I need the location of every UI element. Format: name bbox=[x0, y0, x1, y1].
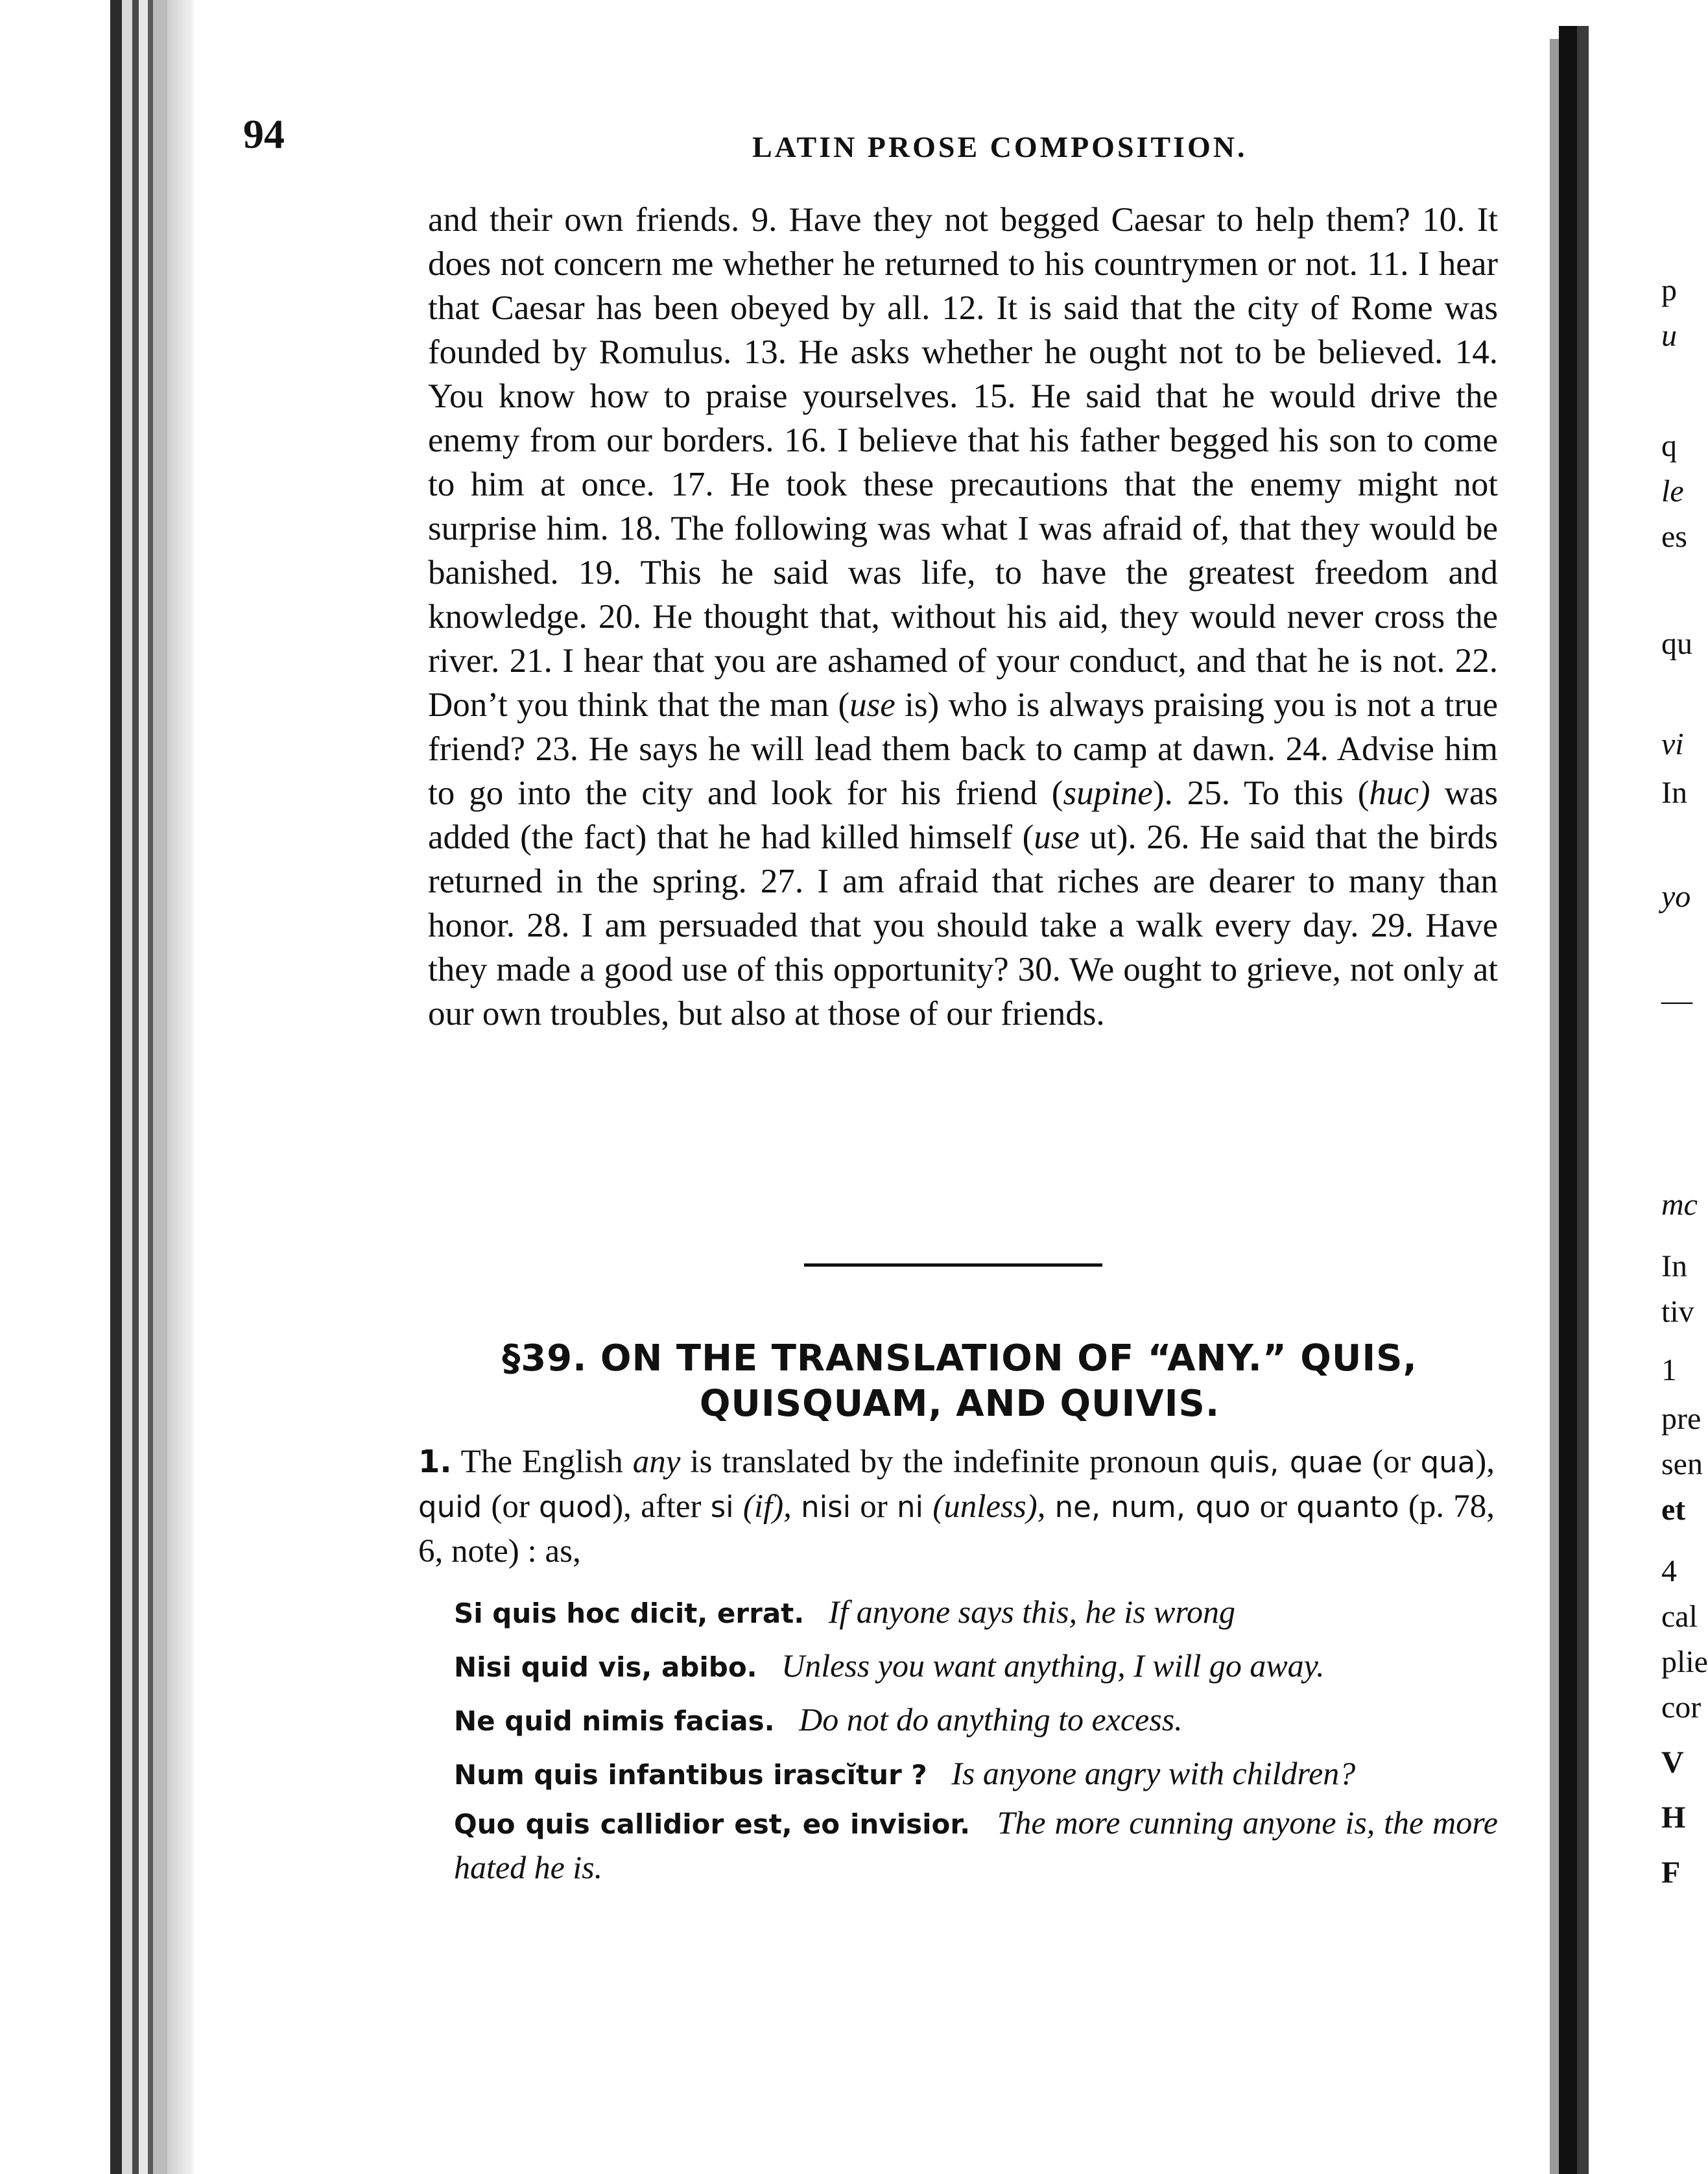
rule-text: ), bbox=[1475, 1444, 1495, 1480]
gutter-binding bbox=[1559, 26, 1577, 2174]
page-edge-dark bbox=[110, 0, 122, 2174]
rule-latin: nisi bbox=[801, 1490, 851, 1524]
facing-page-fragment: 4 bbox=[1661, 1554, 1677, 1588]
facing-page-fragment: pre bbox=[1661, 1402, 1702, 1436]
example-latin: Ne quid nimis facias. bbox=[454, 1705, 775, 1737]
facing-page-fragment: In bbox=[1661, 1249, 1687, 1284]
rule-italic: (if), bbox=[733, 1488, 801, 1525]
rule-text: ), after bbox=[612, 1488, 711, 1525]
example-line bbox=[415, 1693, 1498, 1747]
rule-text: or bbox=[851, 1488, 897, 1525]
facing-page-fragment: sen bbox=[1661, 1447, 1703, 1481]
rule-latin: si bbox=[710, 1490, 734, 1524]
facing-page-fragment: tiv bbox=[1661, 1295, 1694, 1329]
facing-page-fragment: yo bbox=[1661, 879, 1691, 914]
example-english: Is anyone angry with children? bbox=[951, 1755, 1356, 1791]
facing-page-fragment: es bbox=[1661, 520, 1687, 554]
exercise-text: ut). 26. He said that the birds returned in the spring. 27. I am afraid that riches are dearer to many than honor. 28. I am persuaded that you should take a walk every day. 29. Have they made a good use of this opportunity? 30. We ought to grieve, not only at our own troubles, but also at those of our friends. bbox=[428, 818, 1498, 1033]
exercise-text: is) who is always praising you is not a true friend? 23. He says he will lead them back to camp at dawn. 24. Advise him to go into the city and look for his friend ( bbox=[428, 686, 1499, 812]
rule-number: 1. bbox=[418, 1444, 452, 1480]
exercise-italic: use bbox=[1034, 818, 1080, 856]
facing-page-fragment: u bbox=[1661, 318, 1677, 353]
facing-page-fragment: vi bbox=[1661, 727, 1684, 761]
example-line bbox=[415, 1801, 1498, 1889]
example-english: Do not do anything to excess. bbox=[799, 1701, 1183, 1738]
rule-latin: quis, quae bbox=[1209, 1445, 1363, 1479]
facing-page-fragment: le bbox=[1661, 474, 1684, 508]
facing-page-fragment: cor bbox=[1661, 1690, 1702, 1725]
gutter-shadow bbox=[1550, 39, 1559, 2174]
example-latin: Nisi quid vis, abibo. bbox=[454, 1651, 757, 1683]
rule-text: (or bbox=[1362, 1444, 1421, 1480]
examples-list bbox=[415, 1586, 1498, 1889]
facing-page-fragment: et bbox=[1661, 1492, 1686, 1527]
facing-page-fragment: plie bbox=[1661, 1645, 1708, 1679]
rule-latin: ne, num, quo bbox=[1054, 1490, 1251, 1524]
facing-page-fragment: q bbox=[1661, 429, 1677, 463]
example-english: Unless you want anything, I will go away. bbox=[781, 1647, 1325, 1684]
facing-page-fragment: qu bbox=[1661, 627, 1692, 661]
rule-text: is translated by the indefinite pronoun bbox=[680, 1444, 1209, 1480]
facing-page-fragment: V bbox=[1661, 1745, 1684, 1780]
facing-page-fragment: 1 bbox=[1661, 1353, 1677, 1387]
section-separator-rule bbox=[804, 1263, 1102, 1267]
exercise-italic: supine bbox=[1063, 774, 1153, 812]
facing-page-fragment: H bbox=[1661, 1800, 1686, 1835]
rule-text: The English bbox=[451, 1444, 633, 1480]
rule-latin: qua bbox=[1420, 1445, 1476, 1479]
rule-latin: quanto bbox=[1296, 1490, 1399, 1524]
facing-page-fragment: F bbox=[1661, 1856, 1681, 1890]
page-edge-grey bbox=[153, 0, 167, 2174]
rule-text: or bbox=[1250, 1488, 1297, 1525]
example-latin: Num quis infantibus irascĭtur ? bbox=[454, 1759, 927, 1791]
rule-text: (p. 78, 6, note) : as, bbox=[418, 1488, 1495, 1570]
rule-latin: ni bbox=[896, 1490, 924, 1524]
example-line bbox=[415, 1640, 1498, 1693]
outer-margin bbox=[0, 0, 110, 2174]
page-edge-dark bbox=[148, 0, 153, 2174]
rule-latin: quid bbox=[418, 1490, 482, 1524]
exercise-text: ). 25. To this ( bbox=[1152, 774, 1370, 812]
example-latin: Si quis hoc dicit, errat. bbox=[454, 1597, 805, 1629]
rule-latin: quod bbox=[539, 1490, 613, 1524]
example-line bbox=[415, 1747, 1498, 1801]
page-edge-light bbox=[122, 0, 132, 2174]
example-english: If anyone says this, he is wrong bbox=[828, 1594, 1235, 1630]
example-line bbox=[415, 1586, 1498, 1640]
page-edge-light bbox=[139, 0, 148, 2174]
section-heading: §39. ON THE TRANSLATION OF “ANY.” QUIS, QUISQUAM, AND QUIVIS. bbox=[502, 1337, 1417, 1425]
facing-page-fragment: cal bbox=[1661, 1599, 1698, 1634]
page-edge-dark bbox=[132, 0, 139, 2174]
example-english: The more cunning anyone is, the more hated he is. bbox=[454, 1804, 1498, 1885]
page-curl-shadow bbox=[167, 0, 193, 2174]
facing-page-fragment: mc bbox=[1661, 1188, 1698, 1222]
facing-page-fragment: — bbox=[1661, 983, 1692, 1018]
rule-text: (or bbox=[482, 1488, 540, 1525]
running-title: LATIN PROSE COMPOSITION. bbox=[752, 130, 1248, 163]
exercise-italic: huc) bbox=[1369, 774, 1430, 812]
page-number: 94 bbox=[243, 111, 285, 157]
gutter-edge bbox=[1577, 26, 1589, 2174]
facing-page-fragment: p bbox=[1661, 273, 1677, 307]
exercise-block bbox=[428, 198, 1498, 1036]
facing-page-fragment: In bbox=[1661, 776, 1687, 810]
rule-italic: (unless), bbox=[923, 1488, 1055, 1525]
exercise-text: was added (the fact) that he had killed himself ( bbox=[428, 774, 1498, 856]
rule-italic: any bbox=[632, 1444, 681, 1480]
exercise-paragraph bbox=[428, 198, 1498, 1036]
exercise-italic: use bbox=[849, 686, 896, 724]
example-latin: Quo quis callidior est, eo invisior. bbox=[454, 1808, 971, 1840]
exercise-text: and their own friends. 9. Have they not begged Caesar to help them? 10. It does not concern me whether he returned to his countrymen or not. 11. I hear that Caesar has been obeyed by all. 12. It is said that the city of Rome was founded by Romulus. 13. He asks whether he ought not to be believed. 14. You know how to praise yourselves. 15. He said that he would drive the enemy from our borders. 16. I believe that his father begged his son to come to him at once. 17. He took these precautions that the enemy might not surprise him. 18. The following was what I was afraid of, that they would be banished. 19. This he said was life, to have the greatest freedom and knowledge. 20. He thought that, without his aid, they would never cross the river. 21. I hear that you are ashamed of your conduct, and that he is not. 22. Don’t you think that the man ( bbox=[428, 201, 1498, 724]
rule-paragraph bbox=[418, 1440, 1495, 1573]
running-head bbox=[243, 110, 1527, 169]
